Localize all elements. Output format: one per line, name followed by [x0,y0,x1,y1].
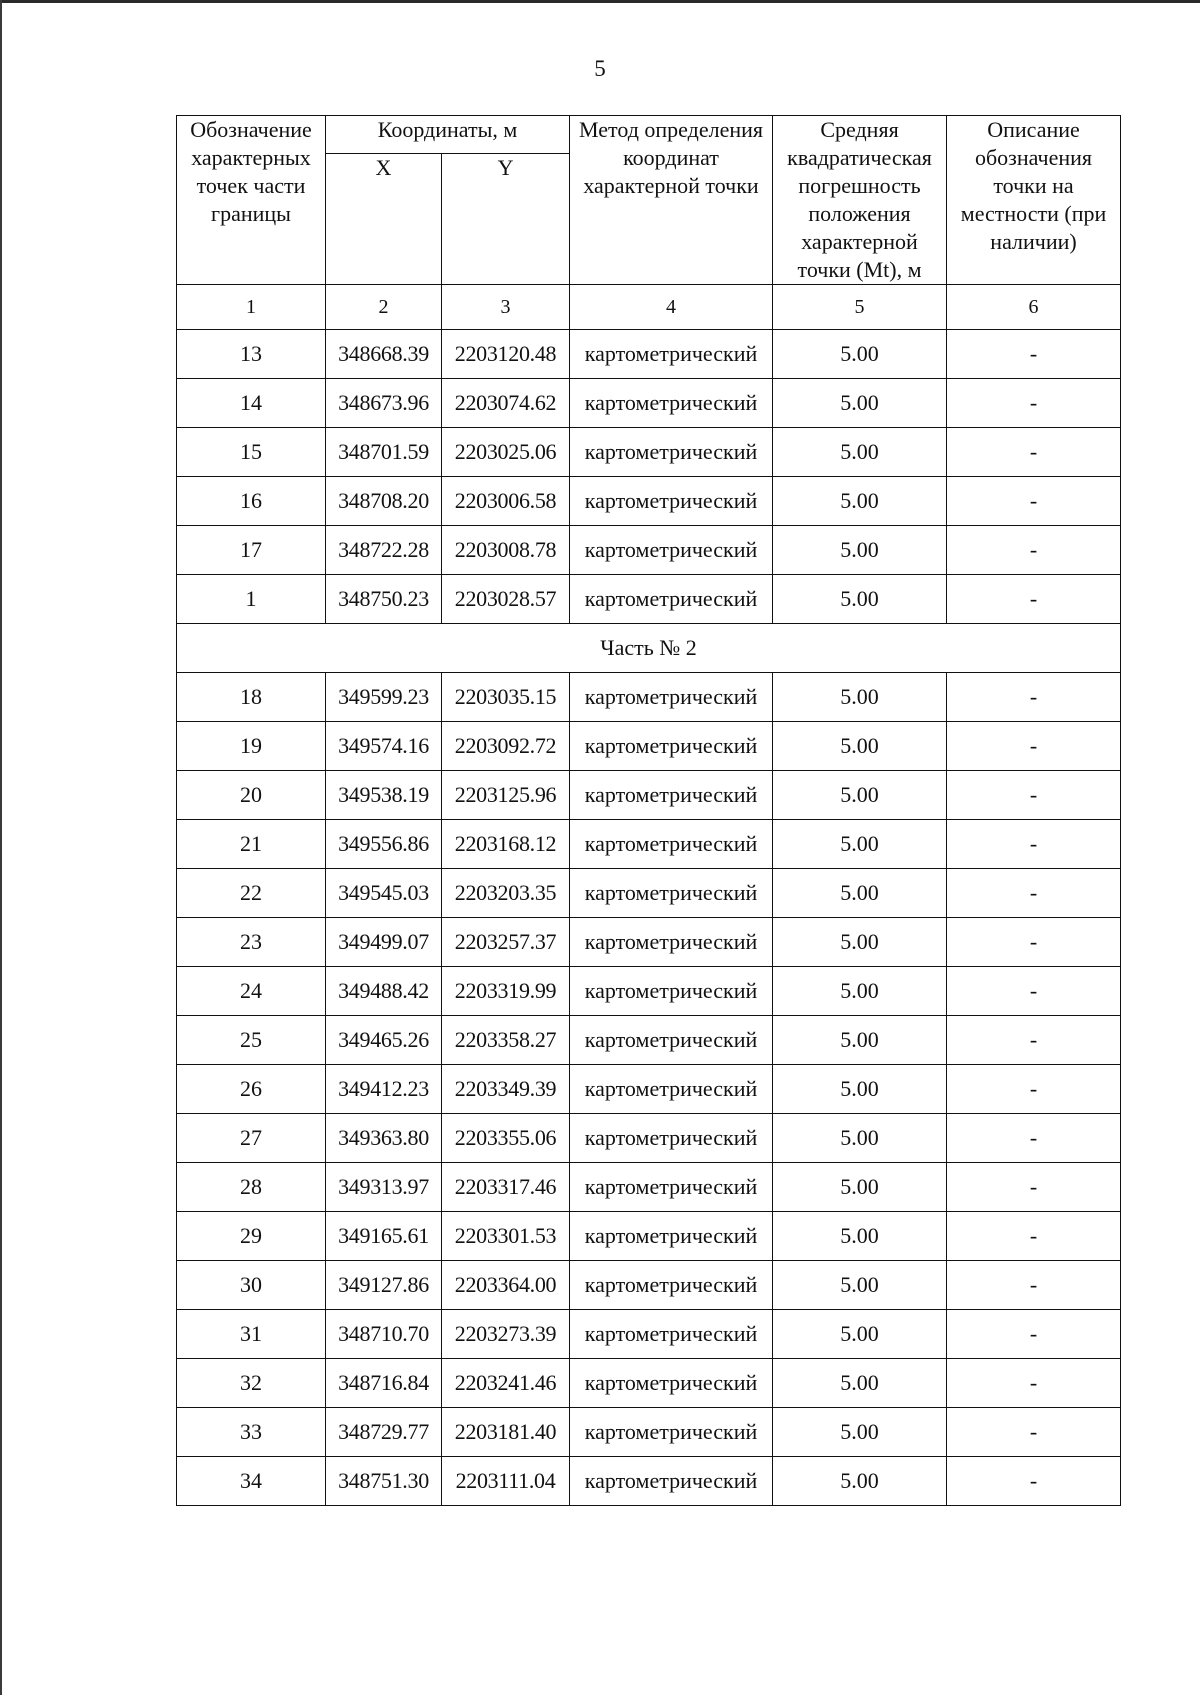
error-cell: 5.00 [773,1261,947,1310]
method-cell: картометрический [570,918,773,967]
scan-edge-top [0,0,1200,3]
x-coordinate-cell: 348710.70 [326,1310,442,1359]
table-row [177,722,1121,771]
x-coordinate-cell: 348701.59 [326,428,442,477]
description-cell: - [947,1359,1121,1408]
error-cell: 5.00 [773,918,947,967]
description-cell: - [947,526,1121,575]
method-cell: картометрический [570,1114,773,1163]
x-coordinate-cell: 349499.07 [326,918,442,967]
x-coordinate-cell: 349363.80 [326,1114,442,1163]
method-cell: картометрический [570,967,773,1016]
table-row [177,330,1121,379]
description-cell: - [947,1114,1121,1163]
method-cell: картометрический [570,1065,773,1114]
point-cell: 25 [177,1016,326,1065]
x-coordinate-cell: 348716.84 [326,1359,442,1408]
header-coordinates-group: Координаты, м [326,116,570,154]
description-cell: - [947,1065,1121,1114]
header-mean-square-error: Средняя квадратическая погрешность положения характерной точки (Mt), м [773,116,947,285]
description-cell: - [947,379,1121,428]
column-number: 5 [773,285,947,330]
y-coordinate-cell: 2203125.96 [442,771,570,820]
method-cell: картометрический [570,330,773,379]
point-cell: 30 [177,1261,326,1310]
method-cell: картометрический [570,820,773,869]
error-cell: 5.00 [773,1457,947,1506]
method-cell: картометрический [570,428,773,477]
y-coordinate-cell: 2203317.46 [442,1163,570,1212]
method-cell: картометрический [570,1359,773,1408]
method-cell: картометрический [570,1016,773,1065]
x-coordinate-cell: 349488.42 [326,967,442,1016]
y-coordinate-cell: 2203319.99 [442,967,570,1016]
table-row [177,575,1121,624]
error-cell: 5.00 [773,1016,947,1065]
header-row-top [177,116,1121,154]
method-cell: картометрический [570,379,773,428]
error-cell: 5.00 [773,575,947,624]
y-coordinate-cell: 2203168.12 [442,820,570,869]
method-cell: картометрический [570,477,773,526]
y-coordinate-cell: 2203358.27 [442,1016,570,1065]
point-cell: 23 [177,918,326,967]
table-row [177,1212,1121,1261]
point-cell: 24 [177,967,326,1016]
description-cell: - [947,771,1121,820]
error-cell: 5.00 [773,330,947,379]
point-cell: 34 [177,1457,326,1506]
table-row [177,869,1121,918]
point-cell: 13 [177,330,326,379]
column-number-row [177,285,1121,330]
x-coordinate-cell: 349412.23 [326,1065,442,1114]
description-cell: - [947,722,1121,771]
x-coordinate-cell: 349313.97 [326,1163,442,1212]
error-cell: 5.00 [773,379,947,428]
error-cell: 5.00 [773,967,947,1016]
x-coordinate-cell: 348751.30 [326,1457,442,1506]
x-coordinate-cell: 348722.28 [326,526,442,575]
column-number: 1 [177,285,326,330]
table-row [177,379,1121,428]
header-point-designation: Обозначение характерных точек части границы [177,116,326,285]
description-cell: - [947,1016,1121,1065]
x-coordinate-cell: 348729.77 [326,1408,442,1457]
point-cell: 18 [177,673,326,722]
part2-rows [177,673,1121,1506]
point-cell: 16 [177,477,326,526]
table-row [177,771,1121,820]
error-cell: 5.00 [773,1212,947,1261]
error-cell: 5.00 [773,526,947,575]
description-cell: - [947,1212,1121,1261]
error-cell: 5.00 [773,428,947,477]
y-coordinate-cell: 2203241.46 [442,1359,570,1408]
point-cell: 1 [177,575,326,624]
y-coordinate-cell: 2203203.35 [442,869,570,918]
header-description: Описание обозначения точки на местности (при наличии) [947,116,1121,285]
error-cell: 5.00 [773,820,947,869]
description-cell: - [947,1261,1121,1310]
section-title-row [177,624,1121,673]
y-coordinate-cell: 2203273.39 [442,1310,570,1359]
point-cell: 20 [177,771,326,820]
y-coordinate-cell: 2203181.40 [442,1408,570,1457]
x-coordinate-cell: 349556.86 [326,820,442,869]
error-cell: 5.00 [773,722,947,771]
y-coordinate-cell: 2203074.62 [442,379,570,428]
y-coordinate-cell: 2203111.04 [442,1457,570,1506]
table-row [177,918,1121,967]
table-header [177,116,1121,330]
x-coordinate-cell: 348673.96 [326,379,442,428]
method-cell: картометрический [570,1212,773,1261]
header-x: X [326,153,442,284]
x-coordinate-cell: 348708.20 [326,477,442,526]
error-cell: 5.00 [773,1408,947,1457]
x-coordinate-cell: 349545.03 [326,869,442,918]
x-coordinate-cell: 348668.39 [326,330,442,379]
section-part2 [177,624,1121,673]
y-coordinate-cell: 2203008.78 [442,526,570,575]
y-coordinate-cell: 2203028.57 [442,575,570,624]
table-row [177,428,1121,477]
description-cell: - [947,1310,1121,1359]
y-coordinate-cell: 2203025.06 [442,428,570,477]
x-coordinate-cell: 349574.16 [326,722,442,771]
table-row [177,477,1121,526]
column-number: 6 [947,285,1121,330]
y-coordinate-cell: 2203355.06 [442,1114,570,1163]
table-row [177,967,1121,1016]
table-row [177,1065,1121,1114]
method-cell: картометрический [570,1457,773,1506]
scan-edge-left [0,0,2,1695]
point-cell: 26 [177,1065,326,1114]
table-row [177,1457,1121,1506]
error-cell: 5.00 [773,1310,947,1359]
y-coordinate-cell: 2203035.15 [442,673,570,722]
section-title: Часть № 2 [177,624,1121,673]
point-cell: 19 [177,722,326,771]
method-cell: картометрический [570,526,773,575]
point-cell: 17 [177,526,326,575]
error-cell: 5.00 [773,1359,947,1408]
table-row [177,1359,1121,1408]
method-cell: картометрический [570,771,773,820]
table-row [177,1163,1121,1212]
description-cell: - [947,967,1121,1016]
error-cell: 5.00 [773,1163,947,1212]
error-cell: 5.00 [773,1065,947,1114]
description-cell: - [947,575,1121,624]
description-cell: - [947,918,1121,967]
column-number: 3 [442,285,570,330]
method-cell: картометрический [570,1408,773,1457]
point-cell: 28 [177,1163,326,1212]
method-cell: картометрический [570,1163,773,1212]
point-cell: 21 [177,820,326,869]
x-coordinate-cell: 348750.23 [326,575,442,624]
error-cell: 5.00 [773,771,947,820]
description-cell: - [947,428,1121,477]
point-cell: 29 [177,1212,326,1261]
x-coordinate-cell: 349538.19 [326,771,442,820]
table-row [177,1408,1121,1457]
description-cell: - [947,477,1121,526]
error-cell: 5.00 [773,673,947,722]
description-cell: - [947,1163,1121,1212]
y-coordinate-cell: 2203120.48 [442,330,570,379]
table-row [177,1261,1121,1310]
method-cell: картометрический [570,722,773,771]
method-cell: картометрический [570,1261,773,1310]
y-coordinate-cell: 2203092.72 [442,722,570,771]
x-coordinate-cell: 349599.23 [326,673,442,722]
x-coordinate-cell: 349127.86 [326,1261,442,1310]
point-cell: 33 [177,1408,326,1457]
error-cell: 5.00 [773,1114,947,1163]
description-cell: - [947,820,1121,869]
point-cell: 22 [177,869,326,918]
table-row [177,1114,1121,1163]
column-number: 2 [326,285,442,330]
coordinates-table [176,115,1121,1506]
error-cell: 5.00 [773,477,947,526]
header-method: Метод определения координат характерной точки [570,116,773,285]
header-y: Y [442,153,570,284]
method-cell: картометрический [570,1310,773,1359]
table-row [177,526,1121,575]
table-row [177,673,1121,722]
table-row [177,1310,1121,1359]
error-cell: 5.00 [773,869,947,918]
method-cell: картометрический [570,673,773,722]
table-row [177,1016,1121,1065]
y-coordinate-cell: 2203301.53 [442,1212,570,1261]
point-cell: 32 [177,1359,326,1408]
table-row [177,820,1121,869]
column-number: 4 [570,285,773,330]
description-cell: - [947,673,1121,722]
method-cell: картометрический [570,869,773,918]
y-coordinate-cell: 2203257.37 [442,918,570,967]
x-coordinate-cell: 349465.26 [326,1016,442,1065]
y-coordinate-cell: 2203349.39 [442,1065,570,1114]
x-coordinate-cell: 349165.61 [326,1212,442,1261]
point-cell: 14 [177,379,326,428]
part1-rows [177,330,1121,624]
page-number: 5 [594,56,606,81]
description-cell: - [947,869,1121,918]
y-coordinate-cell: 2203006.58 [442,477,570,526]
description-cell: - [947,1408,1121,1457]
point-cell: 31 [177,1310,326,1359]
description-cell: - [947,1457,1121,1506]
point-cell: 15 [177,428,326,477]
y-coordinate-cell: 2203364.00 [442,1261,570,1310]
point-cell: 27 [177,1114,326,1163]
method-cell: картометрический [570,575,773,624]
description-cell: - [947,330,1121,379]
